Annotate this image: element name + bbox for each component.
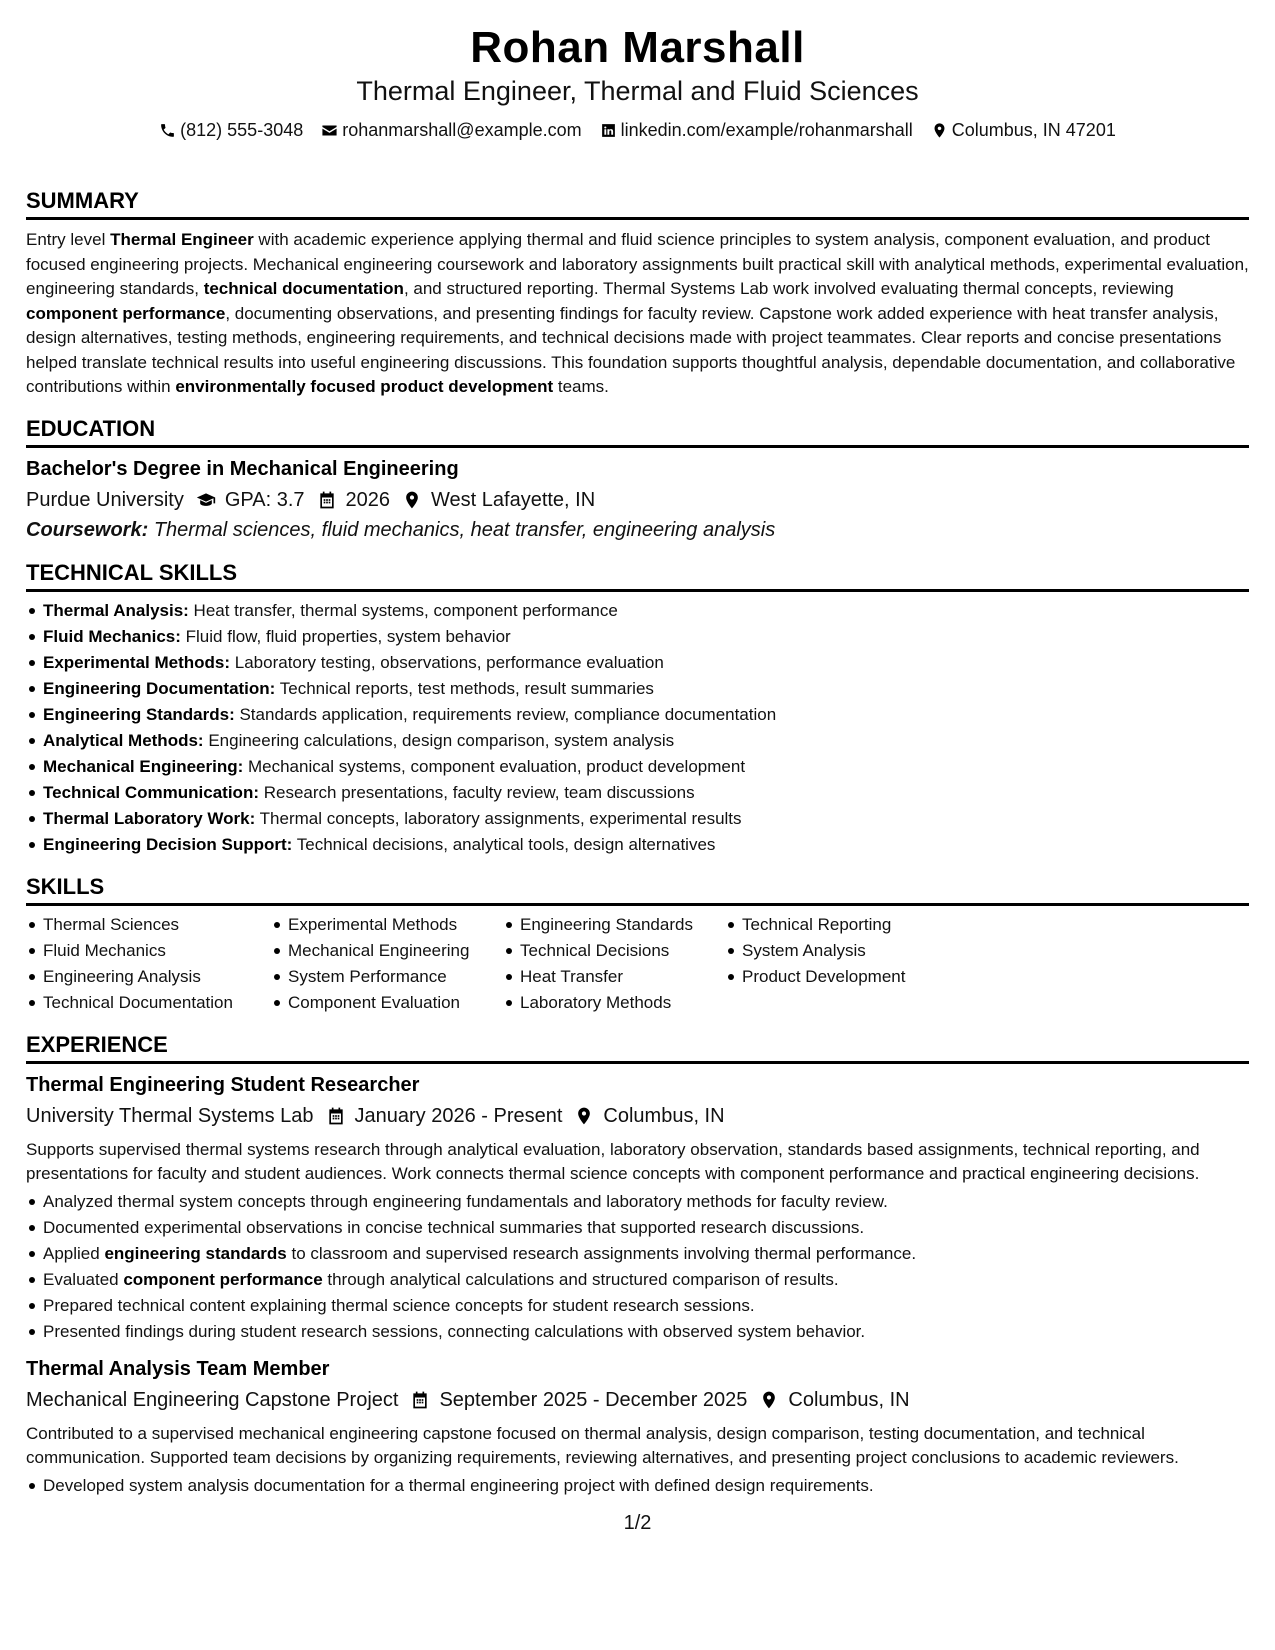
skill-item: Mechanical Engineering — [288, 938, 503, 964]
skill-category: Mechanical Engineering: — [43, 756, 244, 776]
linkedin-text: linkedin.com/example/rohanmarshall — [620, 120, 913, 140]
text-segment: teams. — [553, 377, 609, 396]
map-pin-icon — [931, 122, 948, 139]
contact-email[interactable] — [321, 118, 581, 142]
contact-linkedin[interactable] — [600, 118, 913, 142]
skills-column — [725, 912, 942, 1016]
contact-bar — [26, 118, 1249, 142]
emphasis-text: Thermal Engineer — [110, 230, 254, 249]
calendar-icon — [317, 490, 337, 510]
text-segment: , and structured reporting. Thermal Systems Lab work involved evaluating thermal concepts, reviewing — [403, 279, 1174, 298]
envelope-icon — [321, 122, 338, 139]
text-segment: Prepared technical content explaining thermal science concepts for student research sessions. — [43, 1295, 755, 1315]
job-location: Columbus, IN — [788, 1388, 910, 1411]
calendar-icon — [326, 1106, 346, 1126]
location-text: Columbus, IN 47201 — [951, 120, 1116, 140]
job-location: Columbus, IN — [603, 1104, 725, 1127]
achievement-bullet — [43, 1215, 1249, 1241]
summary-text — [26, 228, 1249, 400]
skills-column — [26, 912, 271, 1016]
skill-item: Engineering Analysis — [43, 964, 271, 990]
skill-details: Research presentations, faculty review, team discussions — [259, 782, 695, 802]
technical-skill-item — [43, 780, 1249, 806]
job-dates: January 2026 - Present — [354, 1104, 563, 1127]
achievement-bullet — [43, 1241, 1249, 1267]
skill-category: Experimental Methods: — [43, 652, 231, 672]
skill-details: Fluid flow, fluid properties, system behavior — [180, 626, 511, 646]
technical-skill-item — [43, 598, 1249, 624]
coursework-text: Thermal sciences, fluid mechanics, heat transfer, engineering analysis — [153, 518, 776, 541]
skill-item: Heat Transfer — [520, 964, 725, 990]
text-segment: to classroom and supervised research assignments involving thermal performance. — [286, 1243, 917, 1263]
emphasis-text: engineering standards — [104, 1243, 287, 1263]
experience-heading: EXPERIENCE — [26, 1032, 1249, 1064]
emphasis-text: technical documentation — [203, 279, 404, 298]
degree-title: Bachelor's Degree in Mechanical Engineering — [26, 457, 459, 480]
text-segment: , documenting observations, and presenting findings for faculty review. Capstone work added experience with heat transfer analysis, design alternatives, testing methods, engineering requirements, and technical decisions made with project teammates. Clear reports and concise presentations helped translate technical results into useful engineering discussions. This foundation supports thoughtful analysis, dependable documentation, and collaborative contributions within — [26, 303, 1236, 396]
skill-details: Standards application, requirements review, compliance documentation — [234, 704, 777, 724]
phone-text: (812) 555-3048 — [180, 120, 304, 140]
linkedin-icon — [600, 122, 617, 139]
skill-item: System Performance — [288, 964, 503, 990]
job-entry — [26, 1073, 1249, 1345]
skill-category: Engineering Decision Support: — [43, 834, 293, 854]
skills-column — [503, 912, 725, 1016]
achievement-bullet — [43, 1189, 1249, 1215]
text-segment: Analyzed thermal system concepts through engineering fundamentals and laboratory methods for faculty review. — [43, 1191, 888, 1211]
text-segment: through analytical calculations and structured comparison of results. — [322, 1269, 839, 1289]
skill-item: Technical Reporting — [742, 912, 942, 938]
education-meta — [26, 486, 1249, 514]
skills-grid — [26, 912, 1249, 1016]
achievement-bullet — [43, 1473, 1249, 1499]
skill-details: Mechanical systems, component evaluation, product development — [243, 756, 746, 776]
job-dates: September 2025 - December 2025 — [439, 1388, 748, 1411]
technical-skill-item — [43, 754, 1249, 780]
technical-skill-item — [43, 650, 1249, 676]
text-segment: Documented experimental observations in concise technical summaries that supported research discussions. — [43, 1217, 865, 1237]
emphasis-text: component performance — [26, 303, 226, 323]
skills-column — [271, 912, 503, 1016]
skill-details: Technical decisions, analytical tools, design alternatives — [292, 834, 716, 854]
email-text: rohanmarshall@example.com — [342, 120, 582, 140]
coursework-label: Coursework: — [26, 518, 149, 541]
text-segment: Presented findings during student research sessions, connecting calculations with observed system behavior. — [43, 1321, 866, 1341]
text-segment: Applied — [43, 1243, 105, 1263]
contact-phone[interactable] — [159, 118, 303, 142]
text-segment: Developed system analysis documentation for a thermal engineering project with defined design requirements. — [43, 1475, 874, 1495]
technical-skill-item — [43, 728, 1249, 754]
job-role: Thermal Engineering Student Researcher — [26, 1073, 420, 1096]
emphasis-text: component performance — [123, 1269, 323, 1289]
map-pin-icon — [402, 490, 422, 510]
graduation-cap-icon — [196, 490, 216, 510]
job-bullets — [26, 1473, 1249, 1499]
job-description: Contributed to a supervised mechanical engineering capstone focused on thermal analysis, design comparison, testing documentation, and technical communication. Supported team decisions by organizing requirements, reviewing alternatives, and presenting project conclusions to academic reviewers. — [26, 1423, 1179, 1467]
text-segment: with academic experience applying thermal and fluid science principles to system analysis, component evaluation, and product focused engineering projects. Mechanical engineering coursework and laboratory assignments built practical skill with analytical methods, experimental evaluation, engineering standards, — [26, 230, 1249, 298]
contact-location — [931, 118, 1116, 142]
candidate-name: Rohan Marshall — [470, 23, 805, 72]
technical-skill-item — [43, 624, 1249, 650]
emphasis-text: environmentally focused product development — [175, 377, 554, 396]
map-pin-icon — [759, 1390, 779, 1410]
calendar-icon — [410, 1390, 430, 1410]
skill-item: Engineering Standards — [520, 912, 725, 938]
skill-category: Analytical Methods: — [43, 730, 204, 750]
page-number: 1/2 — [623, 1512, 652, 1534]
job-entry — [26, 1357, 1249, 1499]
text-segment: Evaluated — [43, 1269, 124, 1289]
job-meta — [26, 1102, 1249, 1130]
skill-category: Technical Communication: — [43, 782, 259, 802]
skill-item: Thermal Sciences — [43, 912, 271, 938]
technical-skill-item — [43, 806, 1249, 832]
skill-category: Fluid Mechanics: — [43, 626, 181, 646]
skill-item: Experimental Methods — [288, 912, 503, 938]
achievement-bullet — [43, 1267, 1249, 1293]
technical-skills-list — [26, 598, 1249, 858]
job-organization: Mechanical Engineering Capstone Project — [26, 1388, 399, 1411]
job-organization: University Thermal Systems Lab — [26, 1104, 314, 1127]
map-pin-icon — [574, 1106, 594, 1126]
graduation-year: 2026 — [345, 488, 391, 511]
skill-item: Product Development — [742, 964, 942, 990]
gpa-text: GPA: 3.7 — [224, 488, 305, 511]
skills-heading: SKILLS — [26, 874, 1249, 906]
job-role: Thermal Analysis Team Member — [26, 1357, 330, 1380]
skill-category: Engineering Documentation: — [43, 678, 276, 698]
achievement-bullet — [43, 1293, 1249, 1319]
skill-category: Engineering Standards: — [43, 704, 235, 724]
skill-item: System Analysis — [742, 938, 942, 964]
skill-item: Technical Documentation — [43, 990, 271, 1016]
technical-skill-item — [43, 676, 1249, 702]
achievement-bullet — [43, 1319, 1249, 1345]
technical-skill-item — [43, 702, 1249, 728]
skill-item: Component Evaluation — [288, 990, 503, 1016]
skill-category: Thermal Laboratory Work: — [43, 808, 256, 828]
technical-skill-item — [43, 832, 1249, 858]
skill-details: Laboratory testing, observations, performance evaluation — [230, 652, 664, 672]
text-segment: Entry level — [26, 230, 111, 249]
summary-heading: SUMMARY — [26, 188, 1249, 220]
skill-item: Technical Decisions — [520, 938, 725, 964]
phone-icon — [159, 122, 176, 139]
skill-category: Thermal Analysis: — [43, 600, 189, 620]
skill-details: Thermal concepts, laboratory assignments, experimental results — [255, 808, 742, 828]
school-name: Purdue University — [26, 488, 184, 511]
job-meta — [26, 1386, 1249, 1414]
candidate-headline: Thermal Engineer, Thermal and Fluid Sciences — [356, 76, 919, 106]
job-description: Supports supervised thermal systems research through analytical evaluation, laboratory observation, standards based assignments, technical reporting, and presentations for faculty and student audiences. Work connects thermal science concepts with component performance and practical engineering decisions. — [26, 1139, 1200, 1183]
job-bullets — [26, 1189, 1249, 1345]
skill-details: Engineering calculations, design comparison, system analysis — [203, 730, 675, 750]
skill-item: Fluid Mechanics — [43, 938, 271, 964]
skill-details: Technical reports, test methods, result summaries — [275, 678, 654, 698]
school-location: West Lafayette, IN — [431, 488, 596, 511]
technical-skills-heading: TECHNICAL SKILLS — [26, 560, 1249, 592]
skill-item: Laboratory Methods — [520, 990, 725, 1016]
coursework-line — [26, 516, 1249, 544]
education-heading: EDUCATION — [26, 416, 1249, 448]
skill-details: Heat transfer, thermal systems, component performance — [188, 600, 618, 620]
